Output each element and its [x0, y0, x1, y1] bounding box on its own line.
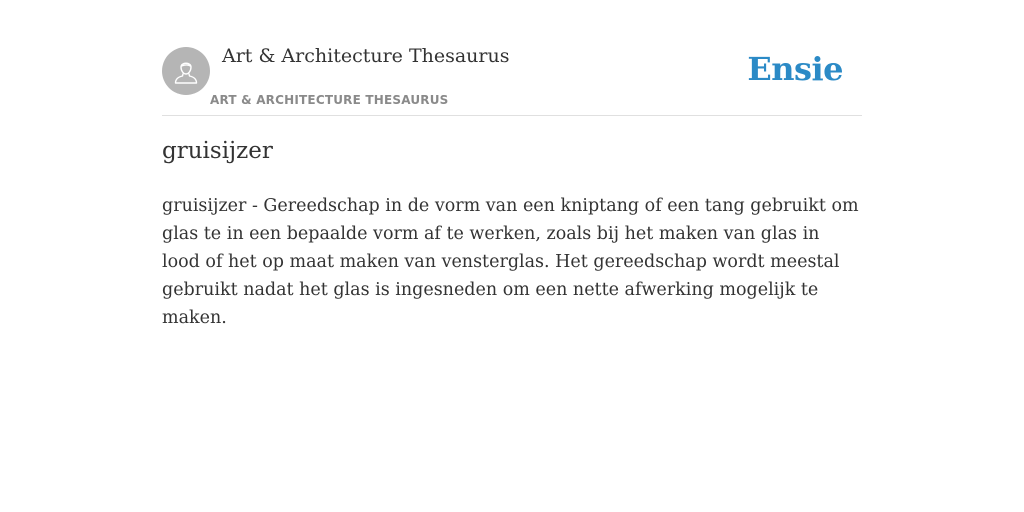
author-avatar[interactable] [162, 47, 210, 95]
brand-logo[interactable]: Ensie [747, 50, 843, 88]
source-label: ART & ARCHITECTURE THESAURUS [210, 93, 449, 107]
user-silhouette-icon [171, 56, 201, 86]
author-name-link[interactable]: Art & Architecture Thesaurus [222, 45, 510, 67]
entry-title: gruisijzer [162, 138, 273, 164]
entry-definition: gruisijzer - Gereedschap in de vorm van een kniptang of een tang gebruikt om glas te in een bepaalde vorm af te werken, zoals bij het maken van glas in lood of het op maat maken van vensterglas. Het gereedschap wordt meestal gebruikt nadat het glas is ingesneden om een nette afwerking mogelijk te maken. [162, 196, 859, 328]
header-divider [162, 115, 862, 116]
